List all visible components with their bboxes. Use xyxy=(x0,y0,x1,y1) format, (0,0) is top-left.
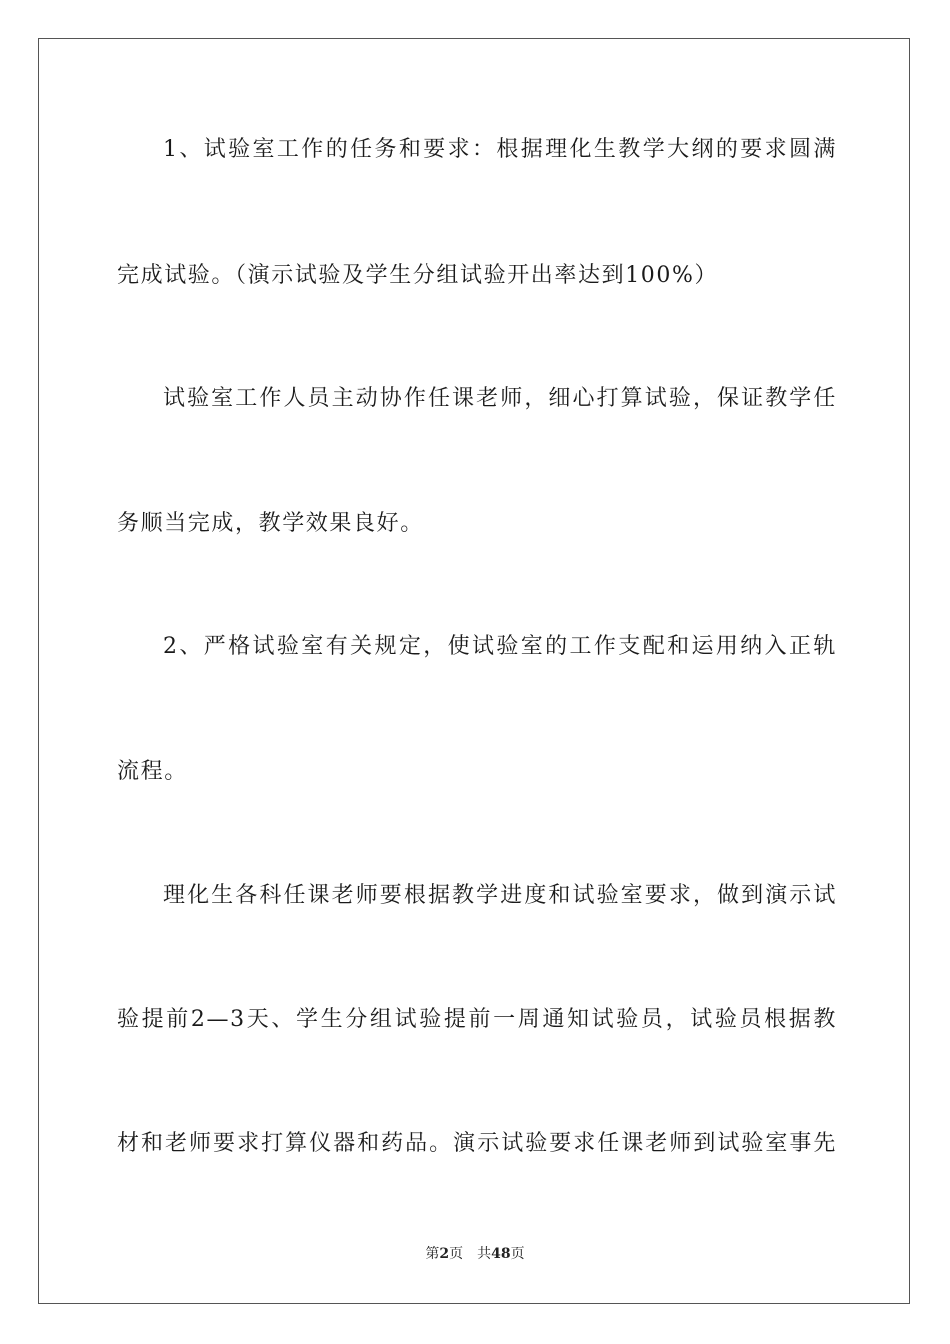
total-suffix: 页 xyxy=(510,1246,525,1262)
paragraph-4-line-1: 理化生各科任课老师要根据教学进度和试验室要求，做到演示试 xyxy=(163,883,837,908)
page-number: 2 xyxy=(439,1246,450,1262)
paragraph-1-line-2: 完成试验。（演示试验及学生分组试验开出率达到100%） xyxy=(117,263,719,288)
total-prefix: 共 xyxy=(477,1246,492,1262)
page-suffix: 页 xyxy=(449,1246,464,1262)
paragraph-4-line-2: 验提前2—3天、学生分组试验提前一周通知试验员，试验员根据教 xyxy=(117,1007,837,1032)
paragraph-2-line-2: 务顺当完成，教学效果良好。 xyxy=(117,511,424,536)
paragraph-1-line-1: 1、试验室工作的任务和要求：根据理化生教学大纲的要求圆满 xyxy=(163,137,837,162)
page-prefix: 第 xyxy=(425,1246,440,1262)
total-pages: 48 xyxy=(491,1246,511,1262)
page-footer xyxy=(0,1245,950,1263)
paragraph-3-line-1: 2、严格试验室有关规定，使试验室的工作支配和运用纳入正轨 xyxy=(163,634,837,659)
page-border xyxy=(38,38,910,1304)
paragraph-2-line-1: 试验室工作人员主动协作任课老师，细心打算试验，保证教学任 xyxy=(163,386,837,411)
paragraph-4-line-3: 材和老师要求打算仪器和药品。演示试验要求任课老师到试验室事先 xyxy=(117,1131,837,1156)
paragraph-3-line-2: 流程。 xyxy=(117,759,188,784)
